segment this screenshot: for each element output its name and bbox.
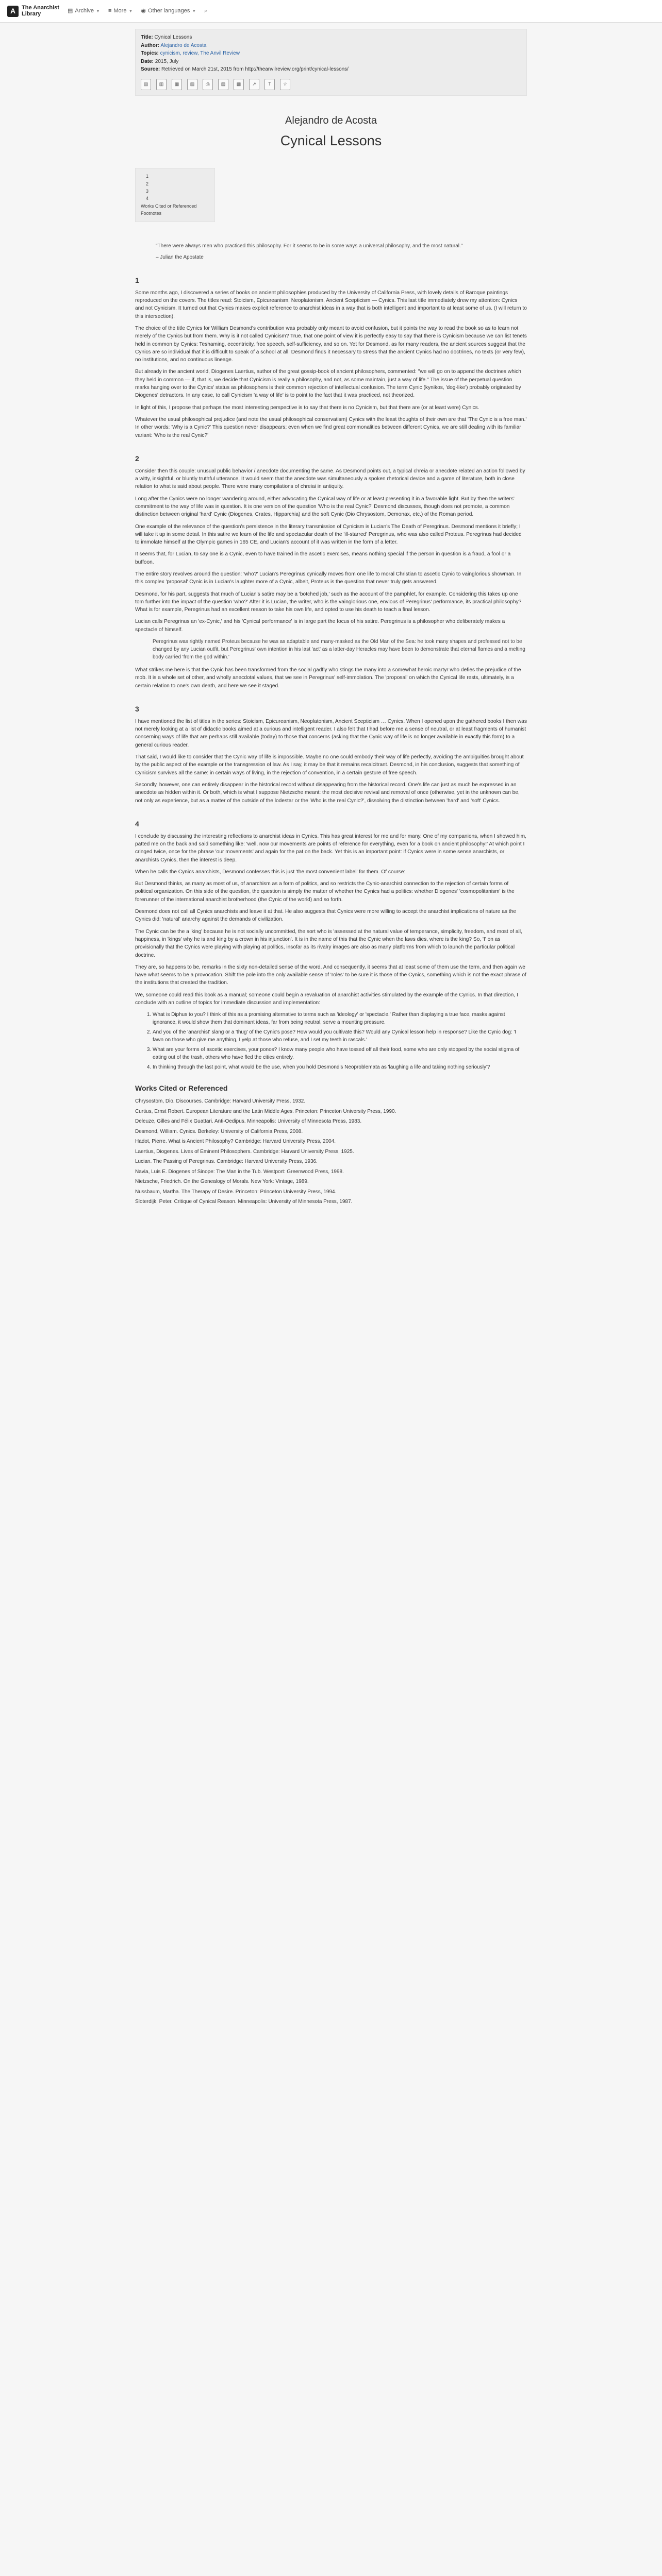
source-icon[interactable]: ▩	[234, 79, 244, 90]
works-cited-item: Hadot, Pierre. What is Ancient Philosophy? Cambridge: Harvard University Press, 2004.	[135, 1139, 336, 1145]
meta-topics-links[interactable]: cynicism, review, The Anvil Review	[160, 50, 240, 56]
nav-search[interactable]	[204, 7, 207, 15]
meta-date-value: 2015, July	[155, 58, 179, 64]
meta-topics-row: Topics: cynicism, review, The Anvil Review	[141, 50, 240, 56]
works-cited-heading: Works Cited or Referenced	[135, 1084, 228, 1093]
works-cited-item: Navia, Luis E. Diogenes of Sinope: The Man in the Tub. Westport: Greenwood Press, 1998.	[135, 1168, 344, 1175]
nav-archive-label: Archive	[75, 7, 94, 14]
section-heading: 4	[135, 819, 139, 828]
body-paragraph: One example of the relevance of the question's persistence in the literary transmission of Cynicism is Lucian's The Death of Peregrinus. Desmond mentions it briefly; I will take it up in some detail. In this satire we learn of the life and spectacular death of the 'ill-starred' Peregrinus, who was also called Proteus. Peregrinus had decided to immolate himself at the Olympic games in 165 CE, and Lucian's account of it was written in the form of a letter.	[135, 523, 522, 546]
epigraph-attribution: – Julian the Apostate	[156, 254, 204, 260]
archive-icon: ▤	[67, 7, 73, 14]
book-icon[interactable]: ▨	[218, 79, 228, 90]
body-paragraph: Consider then this couple: unusual public behavior / anecdote documenting the same. As Desmond points out, a typical chreia or anecdote related an action followed by a witty, insightful, or bluntly truthful utterance. It would seem that the anecdote was simultaneously a spoken rhetorical device and a game of literature, both in close relation to what is said about people. There were many compilations of chreiai in antiquity.	[135, 468, 525, 490]
list-item: 4. In thinking through the last point, what would be the use, when you hold Desmond's Neoproblemata as 'laughing a life and taking nothing seriously'?	[153, 1063, 527, 1071]
bookmark-icon[interactable]: ☆	[280, 79, 290, 90]
body-paragraph: Some months ago, I discovered a series of books on ancient philosophies produced by the University of California Press, with lovely details of Baroque paintings reproduced on the covers. The titles read: Stoicism, Epicureanism, Neoplatonism, Ancient Scepticism — Cynics. This last title immediately drew my attention: Cynics and not Cynicism. It turned out that Cynics makes explicit reference to anarchist ideas in a way that is both intelligent and important to at least some of us. (I will return to this intersection).	[135, 290, 527, 319]
search-icon: ⌕	[204, 7, 208, 14]
list-item: 3. What are your forms of ascetic exercises, your ponos? I know many people who have tossed off all their food, some who are only stopped by the social stigma of eating out of the trash, others who have fled the cities entirely.	[153, 1046, 527, 1061]
works-cited-item: Sloterdijk, Peter. Critique of Cynical Reason. Minneapolis: University of Minnesota Press, 1987.	[135, 1199, 353, 1205]
article-page	[135, 23, 527, 1206]
pdf-icon[interactable]: ▤	[141, 79, 151, 90]
body-paragraph: I have mentioned the list of titles in the series: Stoicism, Epicureanism, Neoplatonism, Ancient Scepticism … Cynics. When I opened upon the gathered books I then was not merely looking at a list of didactic books aimed at a curious and intelligent reader. I also felt that I had before me a sense of neutral, or at least fragments of humanist concerning ways of life that are perhaps still available (today) to those that concerns (asking that the Cynic way of life is no longer available in exactly this form) to a general curious reader.	[135, 718, 527, 748]
chevron-down-icon: ▼	[192, 8, 196, 13]
chevron-down-icon: ▼	[96, 8, 100, 13]
body-paragraph: Whatever the usual philosophical prejudice (and note the usual philosophical conservatism) Cynics with the least thoughts of their own are that 'The Cynic is a free man.' In other words: 'Why is a Cynic?' This question never disappears; even when we find great commonalities between different Cynics, we are still dealing with its familiar variant: 'Who is the real Cynic?'	[135, 416, 527, 438]
body-paragraph: But Desmond thinks, as many as most of us, of anarchism as a form of politics, and so restricts the Cynic-anarchist connection to the rejection of certain forms of political organization. On this side of the question, the question is simply the matter of whether the Cynics had a politics: whether Diogenes' 'cosmopolitanism' is the forerunner of the international anarchist brotherhood (the Cynic of the world) and so forth.	[135, 881, 515, 903]
meta-title-row: Title: Cynical Lessons	[141, 35, 192, 40]
body-paragraph: It seems that, for Lucian, to say one is a Cynic, even to have trained in the ascetic exercises, means nothing special if the person in question is a fraud, a fool or a buffoon.	[135, 551, 511, 565]
body-paragraph: The choice of the title Cynics for William Desmond's contribution was probably only meant to avoid confusion, but it points the way to read the book so as to learn not merely of the Cynics but from them. Why is it not called Cynicism? True, that one point of view it is perfectly easy to say that there is Cynicism because we can list tenets held in common by Cynics: Teshaming, eccentricity, free speech, self-sufficiency, and so on. Yet for Desmond, as for many readers, the ancient sources suggest that the Cynics are so individual that it is difficult to speak of a school at all. Desmond finds it necessary to stress that the ancient Cynics had no doctrines, no texts (or very few), no institutions, and no continuous lineage.	[135, 326, 527, 363]
body-paragraph: In light of this, I propose that perhaps the most interesting perspective is to say that there is no Cynicism, but that there are (or at least were) Cynics.	[135, 404, 479, 411]
body-paragraph: Long after the Cynics were no longer wandering around, either advocating the Cynical way of life or at least presenting it in a favorable light. But by then the writers' commitment to the way of life was in question. It is one version of the question 'Who is the real Cynic?' Desmond discusses, though does not promote, a common distinction between original 'hard' Cynic (Diogenes, Crates, Hipparchia) and the soft Cynic (Dio Chrysostom, Demonax, etc.) of the Roman period.	[135, 496, 515, 518]
tex-icon[interactable]: T	[264, 79, 275, 90]
works-cited-item: Lucian. The Passing of Peregrinus. Cambridge: Harvard University Press, 1936.	[135, 1159, 318, 1165]
more-icon: ≡	[108, 7, 112, 14]
section-heading: 2	[135, 454, 139, 463]
metadata-box	[135, 29, 527, 96]
works-cited-item: Deleuze, Gilles and Félix Guattari. Anti-Oedipus. Minneapolis: University of Minnesota Press, 1983.	[135, 1118, 362, 1125]
topics-list	[153, 1011, 527, 1071]
site-logo[interactable]	[7, 5, 59, 17]
works-cited-item: Desmond, William. Cynics. Berkeley: University of California Press, 2008.	[135, 1128, 303, 1134]
works-cited-item: Laertius, Diogenes. Lives of Eminent Philosophers. Cambridge: Harvard University Press, 1925.	[135, 1148, 354, 1155]
a4-pdf-icon[interactable]: ▥	[156, 79, 167, 90]
article-title: Cynical Lessons	[280, 132, 382, 148]
meta-source-row: Source: Retrieved on March 21st, 2015 from http://theanvilreview.org/print/cynical-lessons/	[141, 66, 349, 72]
body-paragraph: Lucian calls Peregrinus an 'ex-Cynic,' and his 'Cynical performance' is in large part the focus of his satire. Peregrinus is a philosopher who deliberately makes a spectacle of himself.	[135, 619, 505, 633]
body-paragraph: They are, so happens to be, remarks in the sixty non-detailed sense of the word. And consequently, it seems that at least some of them use the term, and then again we have what seems to be a provocation. Shift the pole into the only available sense of 'roles' to be sure it is those of the Cynics, something which is not the exact phrase of the institutions that created the tradition.	[135, 964, 526, 986]
globe-icon: ◉	[141, 7, 146, 14]
table-of-contents	[135, 168, 215, 222]
toc-link-4[interactable]: 4	[146, 196, 149, 201]
works-cited-item: Nussbaum, Martha. The Therapy of Desire. Princeton: Princeton University Press, 1994.	[135, 1189, 337, 1195]
meta-author-link[interactable]: Alejandro de Acosta	[160, 42, 207, 48]
nav-more[interactable]	[108, 7, 133, 15]
meta-author-row: Author: Alejandro de Acosta	[141, 42, 207, 48]
body-paragraph: That said, I would like to consider that the Cynic way of life is impossible. Maybe no one could embody their way of life perfectly, avoiding the ambiguities brought about by the public aspect of the example or the transgression of law. As I say, it may be that it remains recalcitrant. Desmond, in his conclusion, suggests that something of Cynicism survives all the same: in certain ways of living, in the rejection of convention, in a certain gesture of free speech.	[135, 754, 524, 776]
toc-link-works-cited[interactable]: Works Cited or Referenced	[141, 203, 197, 209]
toc-link-2[interactable]: 2	[146, 181, 149, 187]
nav-other-languages[interactable]	[141, 7, 196, 15]
body-paragraph: What strikes me here is that the Cynic has been transformed from the social gadfly who stings the many into a somewhat heroic martyr who defies the prejudice of the mob. It is a whole set of other, and wholly anecdotal values, that we see in Peregrinus' self-immolation. The 'proposal' on which the Cynical life rests, ultimately, is a certain relation to one's own death, and here we see it staged.	[135, 667, 521, 689]
body-paragraph: Desmond, for his part, suggests that much of Lucian's satire may be a 'botched job,' such as the account of the pamphlet, for example. Considering this takes up one tom further into the impact of the question 'who?' After it is Lucian, the writer, who is the vainglorious one, envious of Peregrinus' performance, its practical philosophy? What is for example, Peregrinus had an excellent reason to take his own life, and opted to use his death to teach a final lesson.	[135, 591, 522, 613]
logo-text	[22, 5, 59, 17]
toc-link-1[interactable]: 1	[146, 174, 149, 179]
epub-icon[interactable]: ▧	[187, 79, 197, 90]
nav-other-languages-label: Other languages	[147, 7, 190, 14]
epigraph-quote: "There were always men who practiced this philosophy. For it seems to be in some ways a universal philosophy, and the most natural."	[156, 243, 463, 249]
letter-pdf-icon[interactable]: ▦	[172, 79, 182, 90]
body-paragraph: Desmond does not call all Cynics anarchists and leave it at that. He also suggests that Cynics were more willing to accept the anarchist implications of nature as the Cynics did: 'natural' anarchy against the demands of civilization.	[135, 909, 516, 923]
print-icon[interactable]: ⎙	[203, 79, 213, 90]
meta-title-value: Cynical Lessons	[154, 35, 192, 40]
works-cited-item: Chrysostom, Dio. Discourses. Cambridge: Harvard University Press, 1932.	[135, 1098, 306, 1105]
meta-date-row: Date: 2015, July	[141, 58, 179, 64]
body-paragraph: When he calls the Cynics anarchists, Desmond confesses this is just 'the most convenient label' for them. Of course:	[135, 869, 406, 875]
list-item: 2. And you of the 'anarchist' slang or a 'thug' of the Cynic's pose? How would you cultivate this? Would any Cynical lesson help in response? Like the Cynic dog: 'I fawn on those who give me anything, I yelp at those who refuse, and I set my teeth in rascals.'	[153, 1028, 527, 1044]
toc-link-3[interactable]: 3	[146, 189, 149, 194]
body-paragraph: We, someone could read this book as a manual; someone could begin a revaluation of anarchist activities stimulated by the example of the Cynics. In that direction, I conclude with an outline of topics for immediate discussion and implementation:	[135, 992, 518, 1006]
epigraph	[156, 243, 527, 261]
share-icon[interactable]: ↗	[249, 79, 259, 90]
block-quote: Peregrinus was rightly named Proteus because he was as adaptable and many-masked as the Old Man of the Sea: he took many shapes and professed not to be changed by any Lucian outfit, but Peregrinus' own intention in his last 'act' as a latter-day Heracles may have been to demonstrate that eternal flames and a melting body carried 'from the god within.'	[153, 639, 525, 660]
works-cited-item: Nietzsche, Friedrich. On the Genealogy of Morals. New York: Vintage, 1989.	[135, 1179, 309, 1185]
chevron-down-icon: ▼	[128, 8, 133, 13]
logo-line-1: The Anarchist	[22, 4, 59, 11]
nav-archive[interactable]	[68, 7, 100, 15]
body-paragraph: Secondly, however, one can entirely disappear in the historical record without disappearing from the historical record. One's life can just as much be expressed in an anecdote as hidden within it. Or both, which is what I suppose Nietzsche meant: the most decisive revival and removal of once (otherwise, yet in the unknown can be, not only as experience, but as a matter of the outside of the lodestar or the 'Who is the real Cynic?', dissolving the distinction between 'hard' and 'soft' Cynics.	[135, 782, 520, 804]
toc-link-footnotes[interactable]: Footnotes	[141, 211, 162, 216]
meta-source-value: Retrieved on March 21st, 2015 from http://theanvilreview.org/print/cynical-lessons/	[161, 66, 349, 72]
top-navigation-bar	[0, 0, 662, 23]
body-paragraph: The entire story revolves around the question: 'who?' Lucian's Peregrinus cynically moves from one life to moral Christian to ascetic Cynic to vainglorious showman. In this complex 'proposal' Cynic is in Lucian's laughter more of a Cynic, albeit, Proteus is the question that never truly gets answered.	[135, 571, 522, 585]
body-paragraph: I conclude by discussing the interesting reflections to anarchist ideas in Cynics. This has great interest for me and for many. One of my companions, when I showed him, patted me on the back and said something like: 'well, now our movements are points of reference for everything, even for a book on ancient philosophy!' At which point I cringed twice, once for the phrase 'our movements' and again for the pat on the back. Yet this is an important point: if Cynics were in some sense anarchists, or anarchists Cynics, then the interest is deep.	[135, 833, 526, 863]
section-heading: 1	[135, 276, 139, 284]
download-icons-row	[141, 79, 521, 90]
section-heading: 3	[135, 704, 139, 713]
anarchist-library-logo-icon: A	[7, 6, 19, 17]
logo-line-2: Library	[22, 10, 41, 17]
body-paragraph: The Cynic can be the a 'king' because he is not socially uncommitted, the sort who is 'assessed at the natural value of temperance, simplicity, freedom, and most of all, happiness, in 'kings' why he is and king by a crown in his injunction'. It is in the name of this that the Cynic when the laws dies, where is the king? So, 'I' on as provisionally that the Cynics were playing with playing at politics, insofar as its rivalry images are also as many platforms from which to launch the particular political doctrine.	[135, 928, 522, 958]
article-author: Alejandro de Acosta	[285, 114, 377, 126]
works-cited-item: Curtius, Ernst Robert. European Literature and the Latin Middle Ages. Princeton: Princeton University Press, 1990.	[135, 1108, 396, 1114]
list-item: 1. What is Diphus to you? I think of this as a promising alternative to terms such as 'ideology' or 'spectacle.' Rather than displaying a true face, masks against ignorance, it would show them that dominant ideas, far from being neutral, serve a mounting pressure.	[153, 1011, 527, 1026]
nav-more-label: More	[113, 7, 127, 14]
body-paragraph: But already in the ancient world, Diogenes Laertius, author of the great gossip-book of ancient philosophers, commented: "we will go on to append the doctrines which they held in common — if, that is, we decide that Cynicism is really a philosophy, and not, as some maintain, just a way of life." The issue of the perpetual question marks hanging over to the Cynics' status as philosophers is their common rejection of intellectual confusion. The term Cynic (kynikos, 'dog-like') probably originated by Diogenes' detractors. In any case, to call Cynicism 'a way of life' is to point to the fact that it was practiced, not theorized.	[135, 369, 521, 399]
